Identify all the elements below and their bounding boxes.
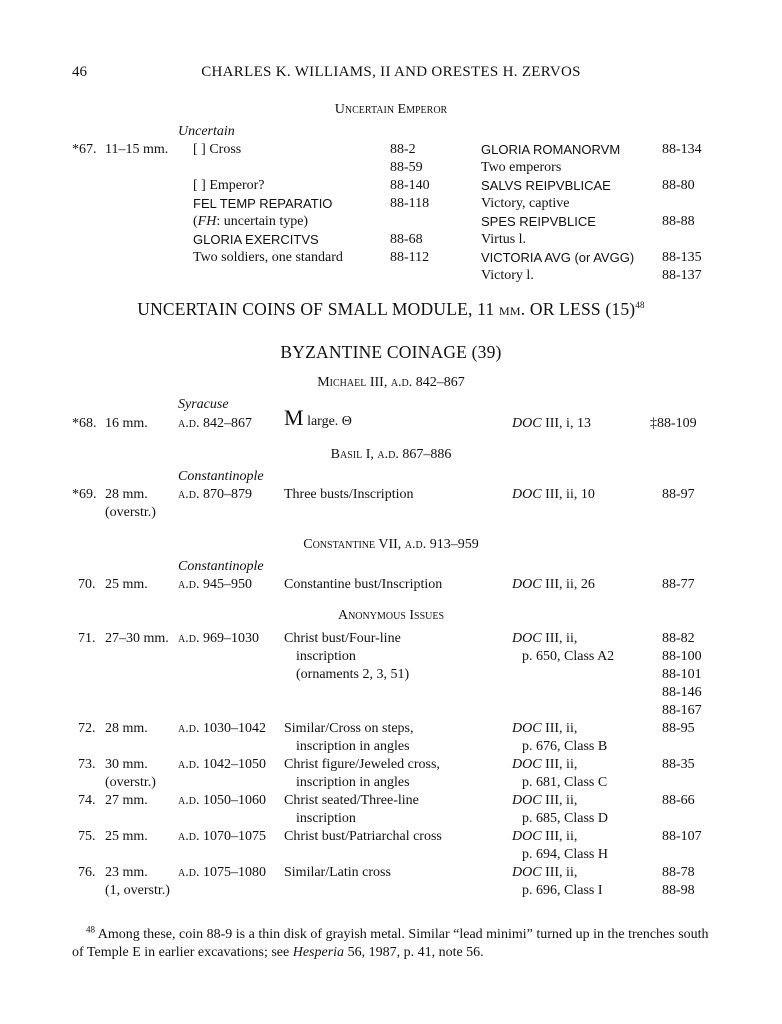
inventory-number: 88-2 [390,142,416,157]
entry-size: 27–30 mm. [105,631,169,646]
inventory-number: 88-135 [662,250,702,265]
entry-reference: DOC III, ii, [512,829,578,844]
entry-type: inscription in angles [296,775,410,790]
entry-type: Christ figure/Jeweled cross, [284,757,440,772]
section-heading-byzantine: BYZANTINE COINAGE (39) [280,342,502,362]
inventory-number: 88-101 [662,667,702,682]
entry-size: 23 mm. [105,865,148,880]
inventory-number: 88-82 [662,631,695,646]
inventory-number: 88-146 [662,685,702,700]
entry-reference: DOC III, ii, [512,865,578,880]
entry-date: a.d. 969–1030 [178,631,259,646]
entry-reference: p. 650, Class A2 [522,649,615,664]
mint-label: Uncertain [178,124,235,139]
inventory-number: 88-112 [390,250,430,265]
entry-size: 16 mm. [105,416,148,431]
type-legend: GLORIA ROMANORVM [481,142,621,157]
entry-reference: DOC III, ii, [512,793,578,808]
entry-date: a.d. 870–879 [178,487,252,502]
entry-size-note: (1, overstr.) [105,883,170,898]
inventory-number: ‡88-109 [650,416,697,431]
type-legend: SALVS REIPVBLICAE [481,178,611,193]
inventory-number: 88-80 [662,178,695,193]
footnote: $^{48}$ Among these, coin 88-9 is a thin disk of grayish metal. Similar “lead minimi” turned up in the trenches south of Temple E in earlier excavations; see Hesperia 56, 1987, p. 41, note 56. [72,924,709,960]
inventory-number: 88-107 [662,829,702,844]
entry-date: a.d. 1075–1080 [178,865,266,880]
entry-size: 11–15 mm. [105,142,169,157]
inventory-number: 88-35 [662,757,695,772]
entry-number: *68. [72,416,97,431]
entry-reference: DOC III, ii, 26 [512,577,595,592]
entry-type: Three busts/Inscription [284,487,414,502]
type-text: Victory, captive [481,196,570,211]
subheading-anonymous-issues: Anonymous Issues [337,608,445,623]
inventory-number: 88-140 [390,178,430,193]
mint-label: Syracuse [178,397,229,412]
type-text: [ ] Emperor? [193,178,265,193]
entry-reference: p. 694, Class H [522,847,608,862]
mint-label: Constantinople [178,559,264,574]
page-number: 46 [72,64,87,80]
type-legend: FEL TEMP REPARATIO [193,196,333,211]
inventory-number: 88-98 [662,883,695,898]
entry-date: a.d. 1030–1042 [178,721,266,736]
entry-date: a.d. 1070–1075 [178,829,266,844]
subheading-basil-i: Basil I, a.d. 867–886 [330,447,452,462]
subheading-constantine-vii: Constantine VII, a.d. 913–959 [303,537,479,552]
entry-type: Christ bust/Patriarchal cross [284,829,442,844]
inventory-number: 88-78 [662,865,695,880]
inventory-number: 88-66 [662,793,695,808]
inventory-number: 88-95 [662,721,695,736]
running-title: CHARLES K. WILLIAMS, II AND ORESTES H. ZERVOS [201,64,581,80]
mint-label: Constantinople [178,469,264,484]
entry-number: 74. [78,793,96,808]
entry-type: Christ seated/Three-line [284,793,419,808]
subheading-michael-iii: Michael III, a.d. 842–867 [317,375,465,390]
entry-number: 70. [78,577,96,592]
entry-type: inscription in angles [296,739,410,754]
entry-type: inscription [296,649,356,664]
inventory-number: 88-167 [662,703,702,718]
entry-number: 72. [78,721,96,736]
entry-type: (ornaments 2, 3, 51) [296,667,410,682]
inventory-number: 88-77 [662,577,695,592]
entry-size: 30 mm. [105,757,148,772]
entry-reference: DOC III, ii, [512,757,578,772]
entry-number: *67. [72,142,97,157]
entry-number: *69. [72,487,97,502]
entry-reference: DOC III, ii, [512,631,578,646]
entry-size: 25 mm. [105,829,148,844]
type-text: Two emperors [481,160,562,175]
inventory-number: 88-100 [662,649,702,664]
type-legend: VICTORIA AVG (or AVGG) [481,250,635,265]
type-legend: SPES REIPVBLICE [481,214,596,229]
section-heading-uncertain-emperor: Uncertain Emperor [334,102,448,117]
entry-reference: DOC III, i, 13 [512,416,591,431]
type-text: Victory l. [481,268,534,283]
entry-size-note: (overstr.) [105,775,156,790]
entry-size-note: (overstr.) [105,505,156,520]
inventory-number: 88-88 [662,214,695,229]
inventory-number: 88-118 [390,196,430,211]
entry-reference: DOC III, ii, 10 [512,487,595,502]
entry-number: 73. [78,757,96,772]
entry-number: 76. [78,865,96,880]
entry-date: a.d. 1042–1050 [178,757,266,772]
entry-type: Similar/Cross on steps, [284,721,414,736]
inventory-number: 88-59 [390,160,423,175]
type-text: (FH: uncertain type) [193,214,309,229]
type-legend: GLORIA EXERCITVS [193,232,319,247]
entry-size: 28 mm. [105,487,148,502]
inventory-number: 88-68 [390,232,423,247]
footnote-ref: 48 [635,300,645,311]
entry-type: Constantine bust/Inscription [284,577,443,592]
entry-number: 71. [78,631,96,646]
inventory-number: 88-97 [662,487,695,502]
entry-date: a.d. 945–950 [178,577,252,592]
inventory-number: 88-137 [662,268,702,283]
entry-reference: p. 681, Class C [522,775,608,790]
entry-size: 25 mm. [105,577,148,592]
footnote-number: 48 [86,924,95,935]
entry-size: 28 mm. [105,721,148,736]
entry-reference: p. 696, Class I [522,883,603,898]
type-text: Virtus l. [481,232,527,247]
entry-size: 27 mm. [105,793,148,808]
entry-reference: DOC III, ii, [512,721,578,736]
entry-type: Christ bust/Four-line [284,631,401,646]
entry-reference: p. 676, Class B [522,739,608,754]
entry-number: 75. [78,829,96,844]
entry-reference: p. 685, Class D [522,811,608,826]
entry-date: a.d. 1050–1060 [178,793,266,808]
section-heading-small-module: UNCERTAIN COINS OF SMALL MODULE, 11 mm. OR LESS $(15)^{48}$ [137,299,645,319]
entry-type: M large. Θ [284,405,352,430]
type-text: Two soldiers, one standard [193,250,343,265]
type-text: [ ] Cross [193,142,242,157]
entry-date: a.d. 842–867 [178,416,252,431]
inventory-number: 88-134 [662,142,702,157]
entry-type: Similar/Latin cross [284,865,391,880]
entry-type: inscription [296,811,356,826]
